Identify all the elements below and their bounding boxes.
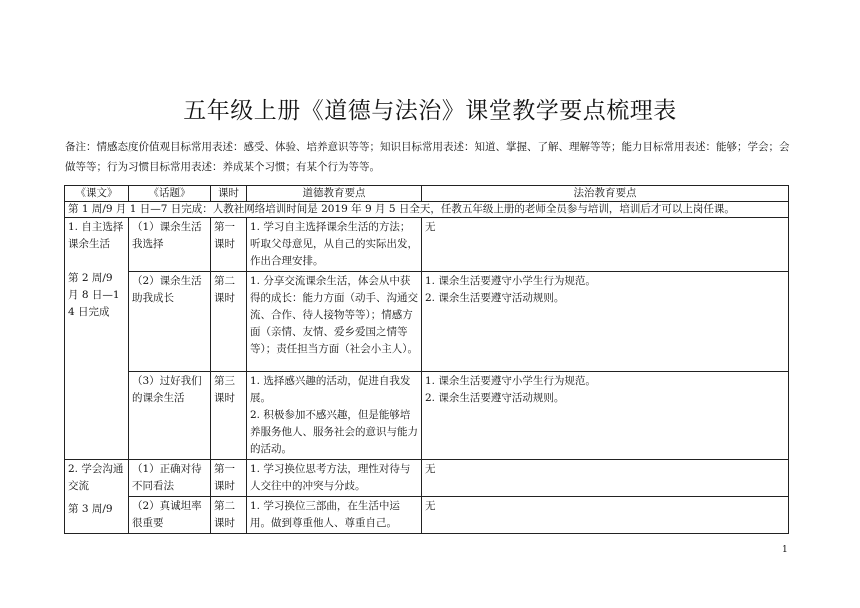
page-title: 五年级上册《道德与法治》课堂教学要点梳理表	[183, 98, 677, 124]
table-row	[65, 272, 789, 372]
table-row	[65, 460, 789, 497]
lesson2-week: 第 3 周/9	[68, 503, 113, 515]
table-row	[65, 372, 789, 460]
moral-cell: 1. 学习自主选择课余生活的方法；听取父母意见，从自己的实际出发，作出合理安排。	[247, 218, 422, 272]
law-item: 1. 课余生活要遵守小学生行为规范。	[425, 275, 596, 287]
period-cell: 第一课时	[211, 460, 247, 497]
law-cell	[422, 272, 789, 372]
law-item: 2. 课余生活要遵守活动规则。	[425, 392, 565, 404]
lesson1-title: 1. 自主选择课余生活	[68, 221, 124, 250]
week1-note: 第 1 周/9 月 1 日—7 日完成：人教社网络培训时间是 2019 年 9 月 5 日全天，任教五年级上册的老师全员参与培训，培训后才可以上岗任课。	[65, 202, 789, 218]
lesson-table	[64, 185, 789, 534]
header-law: 法治教育要点	[422, 186, 789, 202]
law-cell: 无	[422, 460, 789, 497]
table-row	[65, 497, 789, 534]
law-cell	[422, 372, 789, 460]
moral-cell: 1. 分享交流课余生活，体会从中获得的成长：能力方面（动手、沟通交流、合作、待人接物等等）；情感方面（亲情、友情、爱乡爱国之情等等）；责任担当方面（社会小主人）。	[247, 272, 422, 372]
period-cell: 第三课时	[211, 372, 247, 460]
law-item: 1. 课余生活要遵守小学生行为规范。	[425, 375, 596, 387]
topic-cell: （3）过好我们的课余生活	[129, 372, 211, 460]
moral-cell: 1. 学习换位三部曲，在生活中运用。做到尊重他人、尊重自己。	[247, 497, 422, 534]
lesson1-cell	[65, 218, 129, 460]
lesson1-week: 第 2 周/9 月 8 日—14 日完成	[68, 272, 120, 318]
law-cell: 无	[422, 218, 789, 272]
topic-cell: （1）正确对待不同看法	[129, 460, 211, 497]
table-row	[65, 218, 789, 272]
lesson2-title: 2. 学会沟通交流	[68, 463, 124, 492]
topic-cell: （2）真诚坦率很重要	[129, 497, 211, 534]
header-moral: 道德教育要点	[247, 186, 422, 202]
topic-cell: （1）课余生活我选择	[129, 218, 211, 272]
period-cell: 第二课时	[211, 497, 247, 534]
notes-paragraph: 备注：情感态度价值观目标常用表述：感受、体验、培养意识等等；知识目标常用表述：知道、掌握、了解、理解等等；能力目标常用表述：能够；学会；会做等等；行为习惯目标常用表述：养成某个习惯；有某个行为等等。	[65, 141, 790, 173]
law-item: 2. 课余生活要遵守活动规则。	[425, 292, 565, 304]
table-header-row	[65, 186, 789, 202]
page-number: 1	[782, 545, 788, 555]
header-period: 课时	[211, 186, 247, 202]
period-cell: 第一课时	[211, 218, 247, 272]
topic-cell: （2）课余生活助我成长	[129, 272, 211, 372]
moral-item: 1. 选择感兴趣的活动，促进自我发展。	[250, 375, 411, 404]
week1-row	[65, 202, 789, 218]
moral-item: 2. 积极参加不感兴趣，但是能够培养服务他人、服务社会的意识与能力的活动。	[250, 409, 418, 455]
header-topic: 《话题》	[129, 186, 211, 202]
period-cell: 第二课时	[211, 272, 247, 372]
moral-cell: 1. 学习换位思考方法，理性对待与人交往中的冲突与分歧。	[247, 460, 422, 497]
law-cell: 无	[422, 497, 789, 534]
moral-cell	[247, 372, 422, 460]
header-lesson: 《课文》	[65, 186, 129, 202]
lesson2-cell	[65, 460, 129, 534]
